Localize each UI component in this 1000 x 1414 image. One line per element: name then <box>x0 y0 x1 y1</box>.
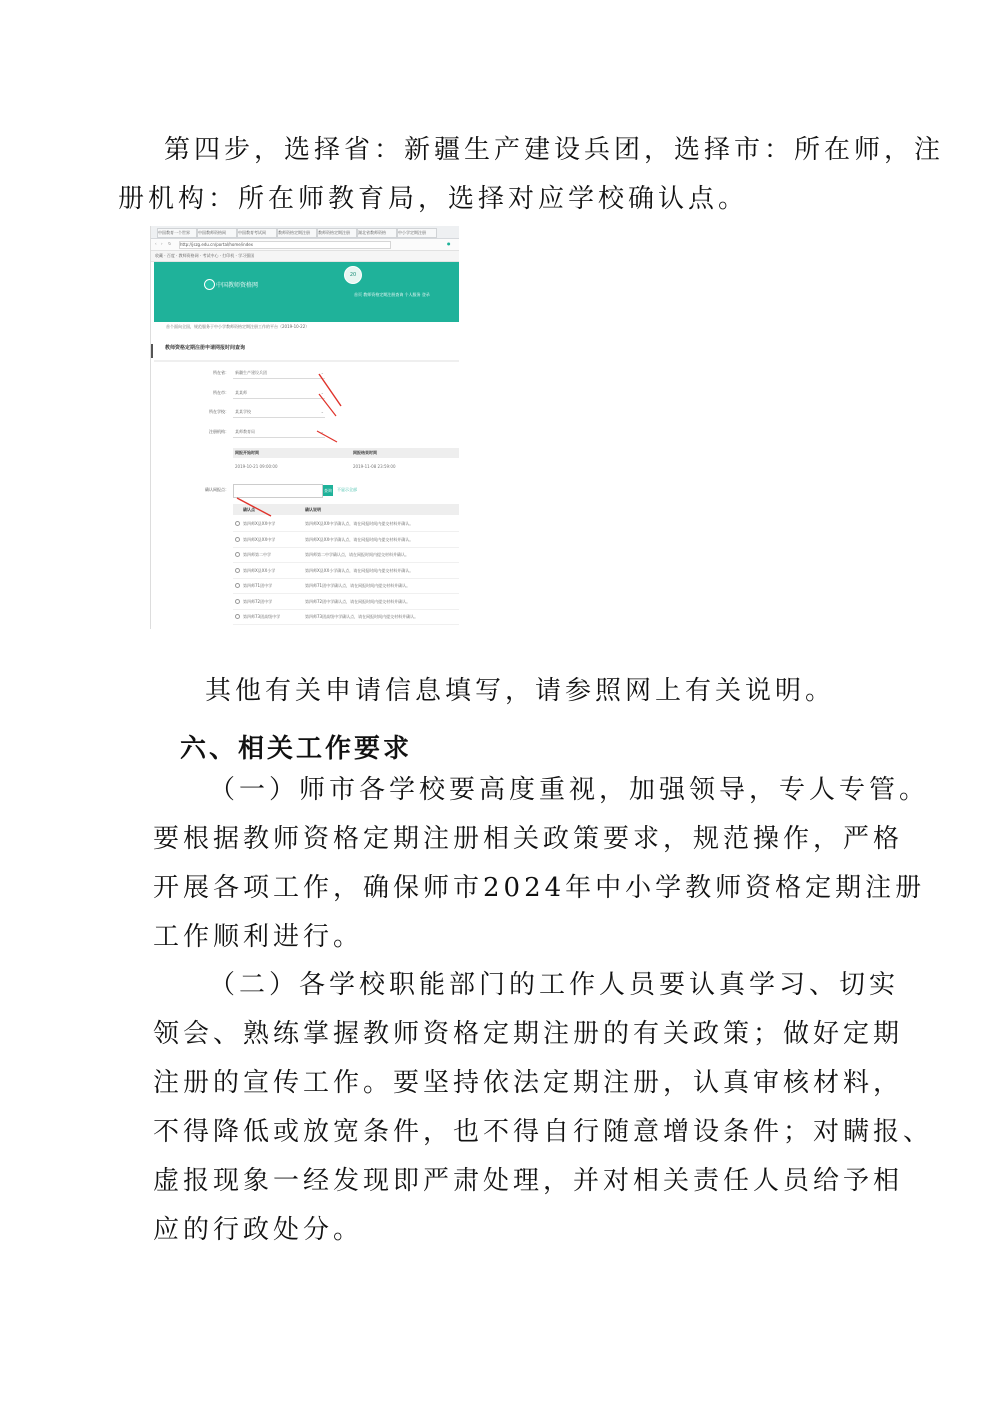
province-value: 新疆生产建设兵团 <box>235 370 267 375</box>
row-point: 第四师72团中学 <box>243 598 273 604</box>
period-start-header: 网报开始时间 <box>235 450 259 455</box>
annotation-arrow <box>237 498 271 516</box>
annotation-arrow <box>317 431 337 442</box>
school-value: 某某学校 <box>235 409 251 414</box>
req1-line-2: 要根据教师资格定期注册相关政策要求，规范操作，严格 <box>153 824 904 854</box>
section-six-heading: 六、相关工作要求 <box>180 734 413 764</box>
search-button[interactable]: 查询 <box>323 485 333 496</box>
req2-line-6: 应的行政处分。 <box>153 1215 364 1245</box>
req2-line-3: 注册的宣传工作。要坚持依法定期注册，认真审核材料， <box>153 1068 904 1098</box>
browser-tab[interactable]: 中小学定期注册 <box>397 228 437 238</box>
back-icon[interactable]: ‹ <box>155 241 157 246</box>
embedded-screenshot <box>150 226 459 629</box>
city-value: 某某师 <box>235 390 247 395</box>
req1-line-4: 工作顺利进行。 <box>153 922 364 952</box>
other-info-text: 其他有关申请信息填写，请参照网上有关说明。 <box>205 676 836 706</box>
chevron-down-icon: ⌄ <box>320 429 324 434</box>
step4-line-2: 册机构：所在师教育局，选择对应学校确认点。 <box>118 184 749 214</box>
city-label: 所在市： <box>213 390 229 395</box>
row-point: 第四师71团中学 <box>243 583 273 588</box>
browser-tab[interactable]: 中国教育考试网 <box>237 228 277 238</box>
agency-value: 某师教育局 <box>235 429 255 434</box>
site-nav[interactable]: 首页 教师资格定期注册查询 个人服务 登录 <box>354 292 430 297</box>
chevron-down-icon: ⌄ <box>320 409 324 414</box>
period-start-value: 2019-10-21 09:00:00 <box>235 464 278 469</box>
row-desc: 第四师72团中学确认点，请在网报时间内提交材料并确认。 <box>305 598 411 604</box>
annotation-arrows <box>151 226 459 629</box>
annotation-arrow <box>319 394 336 416</box>
reload-icon[interactable]: ↻ <box>168 241 172 246</box>
browser-tab[interactable]: 中国教育一个世界 <box>157 228 197 238</box>
page-title: 教师资格定期注册申请网报时间查询 <box>165 345 246 351</box>
bookmarks-bar[interactable]: 收藏 · 百度 · 教师资格网 · 考试中心 · 打印机 · 学习强国 <box>151 251 459 262</box>
req1-line-1: （一）师市各学校要高度重视，加强领导，专人专管。 <box>209 775 930 805</box>
school-label: 所在学校： <box>209 409 229 414</box>
row-point: 第四师X县XX中学 <box>243 521 276 526</box>
browser-tab[interactable]: 教师资格定期注册 <box>277 228 317 238</box>
row-desc: 第四师X县XX中学确认点，请在网报时间内提交材料并确认。 <box>305 536 414 542</box>
url-input[interactable]: http://jszg.edu.cn/portal/home/index <box>179 241 391 249</box>
show-all-link[interactable]: 不显示全部 <box>337 487 357 492</box>
row-point: 第四师X县XX中学 <box>243 536 276 542</box>
row-point: 第四师第二中学 <box>243 552 271 557</box>
other-info-paragraph <box>205 667 835 716</box>
row-point: 第四师X县XX小学 <box>243 567 276 573</box>
req2-line-1: （二）各学校职能部门的工作人员要认真学习、切实 <box>209 970 900 1000</box>
site-logo-text[interactable]: 中国教师资格网 <box>216 282 259 289</box>
row-desc: 第四师X县XX小学确认点，请在网报时间内提交材料并确认。 <box>305 567 414 573</box>
table-header-point: 确认点 <box>243 507 255 512</box>
row-desc: 第四师73团高级中学确认点，请在网报时间内提交材料并确认。 <box>305 614 419 619</box>
req2-line-5: 虚报现象一经发现即严肃处理，并对相关责任人员给予相 <box>153 1166 904 1196</box>
period-end-value: 2019-11-08 23:59:00 <box>353 464 396 469</box>
agency-label: 注册机构： <box>209 429 229 434</box>
province-label: 所在省： <box>213 370 229 375</box>
step4-line-1: 第四步，选择省：新疆生产建设兵团，选择市：所在师，注 <box>164 135 945 165</box>
anniversary-seal: 20 <box>344 266 362 284</box>
row-desc: 第四师X县XX中学确认点，请在网报时间内提交材料并确认。 <box>305 521 414 526</box>
period-end-header: 网报结束时间 <box>353 450 377 455</box>
req1-line-3: 开展各项工作，确保师市2024年中小学教师资格定期注册 <box>153 873 926 903</box>
browser-tab[interactable]: 中国教师资格网 <box>197 228 237 238</box>
forward-icon[interactable]: › <box>161 241 163 246</box>
row-desc: 第四师第二中学确认点，请在网报时间内提交材料并确认。 <box>305 552 409 557</box>
step4-paragraph <box>118 126 944 224</box>
browser-tab[interactable]: 湖北省教师资格 <box>357 228 397 238</box>
menu-icon[interactable]: ● <box>447 241 451 246</box>
req2-line-2: 领会、熟练掌握教师资格定期注册的有关政策；做好定期 <box>153 1019 904 1049</box>
confirm-point-label: 确认网报点： <box>205 487 229 492</box>
row-desc: 第四师71团中学确认点，请在网报时间内提交材料并确认。 <box>305 583 411 588</box>
browser-tab[interactable]: 教师资格定期注册 <box>317 228 357 238</box>
chevron-down-icon: ⌄ <box>320 370 324 375</box>
row-point: 第四师73团高级中学 <box>243 614 281 619</box>
requirement-1-paragraph <box>153 766 929 962</box>
annotation-arrow <box>319 374 341 406</box>
table-header-desc: 确认说明 <box>305 507 321 512</box>
req2-line-4: 不得降低或放宽条件，也不得自行随意增设条件；对瞒报、 <box>153 1117 934 1147</box>
site-notice: 首个面向全国，规范服务于中小学教师资格定期注册工作的平台（2019-10-22） <box>166 324 310 329</box>
requirement-2-paragraph <box>153 961 933 1255</box>
chevron-down-icon: ⌄ <box>320 390 324 395</box>
